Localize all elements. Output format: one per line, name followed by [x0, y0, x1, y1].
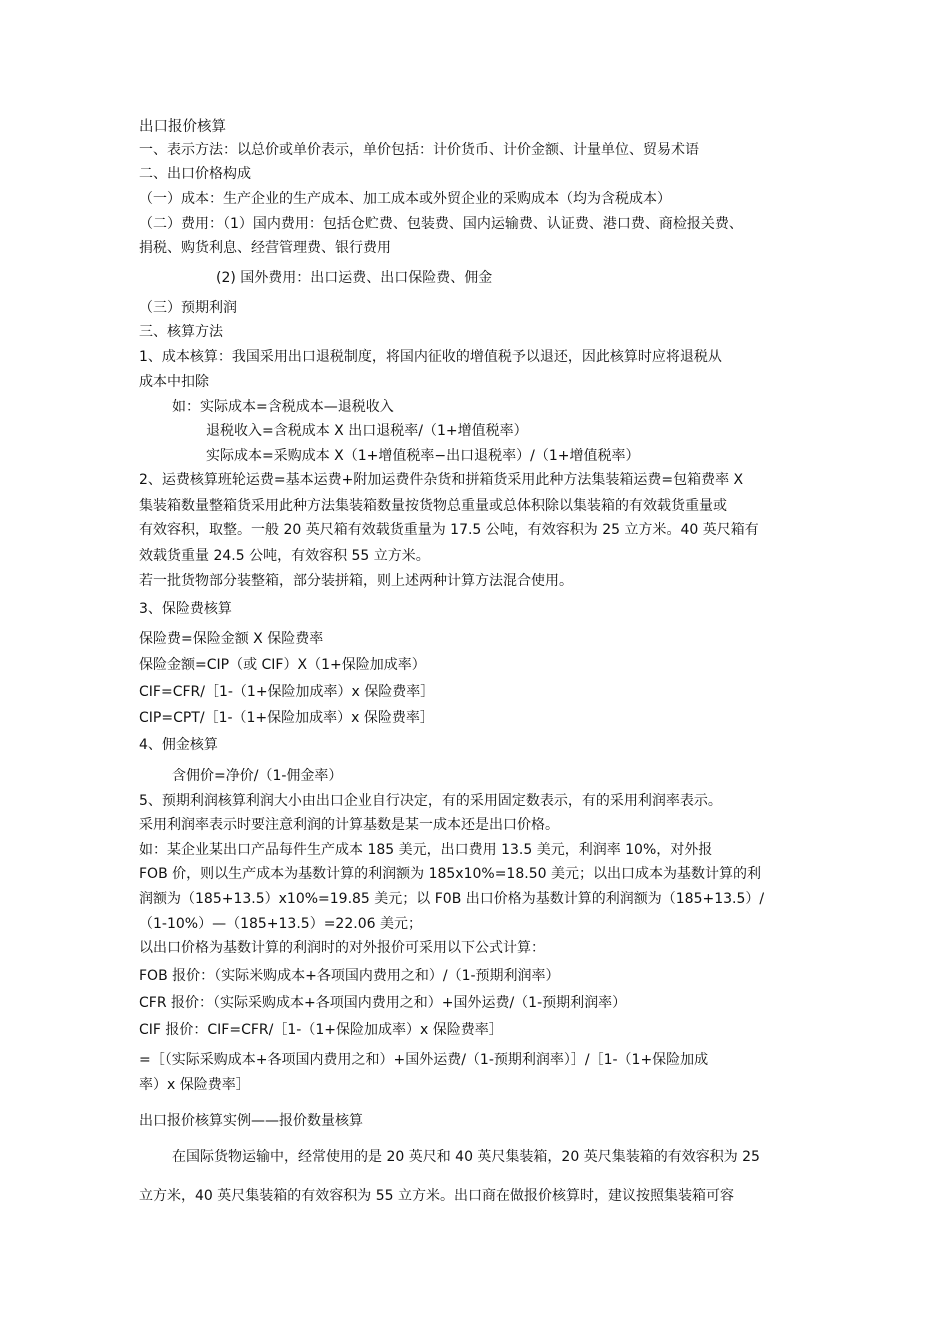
doc-title: 出口报价核算: [139, 119, 226, 135]
section-2-fees-line1: （二）费用：（1）国内费用：包括仓贮费、包装费、国内运输费、认证费、港口费、商检报关费、: [139, 216, 743, 232]
cif-quote-formula: CIF 报价：CIF=CFR/［1-（1+保险加成率）x 保险费率］: [139, 1022, 503, 1038]
cif-expanded-line2: 率）x 保险费率］: [139, 1077, 250, 1093]
cost-formula-3: 实际成本=采购成本 X（1+增值税率−出口退税率）/（1+增值税率）: [206, 448, 640, 464]
profit-line5: 润额为（185+13.5）x10%=19.85 美元；以 F0B 出口价格为基数计算的利润额为（185+13.5）/: [139, 891, 765, 907]
example-title: 出口报价核算实例——报价数量核算: [139, 1113, 363, 1129]
section-2-fees-line2: 捐税、购货利息、经营管理费、银行费用: [139, 240, 391, 256]
section-2-heading: 二、出口价格构成: [139, 166, 251, 182]
profit-line4: FOB 价，则以生产成本为基数计算的利润额为 185x10%=18.50 美元；以出口成本为基数计算的利: [139, 866, 761, 882]
profit-line1: 5、预期利润核算利润大小由出口企业自行决定，有的采用固定数表示，有的采用利润率表示。: [139, 793, 722, 809]
freight-line4: 效载货重量 24.5 公吨，有效容积 55 立方米。: [139, 548, 430, 564]
freight-line1: 2、运费核算班轮运费=基本运费+附加运费件杂货和拼箱货采用此种方法集装箱运费=包箱费率 X: [139, 472, 744, 488]
insurance-formula-4: CIP=CPT/［1-（1+保险加成率）x 保险费率］: [139, 710, 434, 726]
section-2-profit: （三）预期利润: [139, 300, 237, 316]
example-paragraph-line2: 立方米，40 英尺集装箱的有效容积为 55 立方米。出口商在做报价核算时，建议按照集装箱可容: [139, 1188, 734, 1204]
section-3-heading: 三、核算方法: [139, 324, 223, 340]
cost-calc-line2: 成本中扣除: [139, 374, 209, 390]
profit-line7: 以出口价格为基数计算的利润时的对外报价可采用以下公式计算：: [139, 940, 545, 956]
cif-expanded-line1: =［（实际采购成本+各项国内费用之和）+国外运费/（1-预期利润率）］/［1-（1+保险加成: [139, 1052, 709, 1068]
profit-line6: （1-10%）—（185+13.5）=22.06 美元；: [139, 916, 422, 932]
example-paragraph-line1: 在国际货物运输中，经常使用的是 20 英尺和 40 英尺集装箱，20 英尺集装箱的有效容积为 25: [172, 1149, 760, 1165]
profit-line3: 如：某企业某出口产品每件生产成本 185 美元，出口费用 13.5 美元，利润率 10%，对外报: [139, 842, 713, 858]
commission-heading: 4、佣金核算: [139, 737, 218, 753]
section-2-cost: （一）成本：生产企业的生产成本、加工成本或外贸企业的采购成本（均为含税成本）: [139, 191, 671, 207]
insurance-formula-3: CIF=CFR/［1-（1+保险加成率）x 保险费率］: [139, 684, 435, 700]
section-2-foreign-fees: (2) 国外费用：出口运费、出口保险费、佣金: [216, 270, 493, 286]
section-1: 一、表示方法：以总价或单价表示，单价包括：计价货币、计价金额、计量单位、贸易术语: [139, 142, 699, 158]
fob-quote-formula: FOB 报价：（实际米购成本+各项国内费用之和）/（1-预期利润率）: [139, 968, 560, 984]
insurance-heading: 3、保险费核算: [139, 601, 232, 617]
commission-formula: 含佣价=净价/（1-佣金率）: [172, 768, 343, 784]
freight-line5: 若一批货物部分装整箱，部分装拼箱，则上述两种计算方法混合使用。: [139, 573, 573, 589]
freight-line2: 集装箱数量整箱货采用此种方法集装箱数量按货物总重量或总体积除以集装箱的有效载货重量或: [139, 498, 727, 514]
cost-formula-2: 退税收入=含税成本 X 出口退税率/（1+增值税率）: [206, 423, 528, 439]
freight-line3: 有效容积，取整。一般 20 英尺箱有效载货重量为 17.5 公吨，有效容积为 25 立方米。40 英尺箱有: [139, 522, 759, 538]
cost-formula-1: 如：实际成本=含税成本—退税收入: [172, 399, 394, 415]
insurance-formula-1: 保险费=保险金额 X 保险费率: [139, 631, 324, 647]
cfr-quote-formula: CFR 报价：（实际采购成本+各项国内费用之和）+国外运费/（1-预期利润率）: [139, 995, 627, 1011]
insurance-formula-2: 保险金额=CIP（或 CIF）X（1+保险加成率）: [139, 657, 426, 673]
profit-line2: 采用利润率表示时要注意利润的计算基数是某一成本还是出口价格。: [139, 817, 559, 833]
cost-calc-line1: 1、成本核算：我国采用出口退税制度，将国内征收的增值税予以退还，因此核算时应将退税从: [139, 349, 722, 365]
